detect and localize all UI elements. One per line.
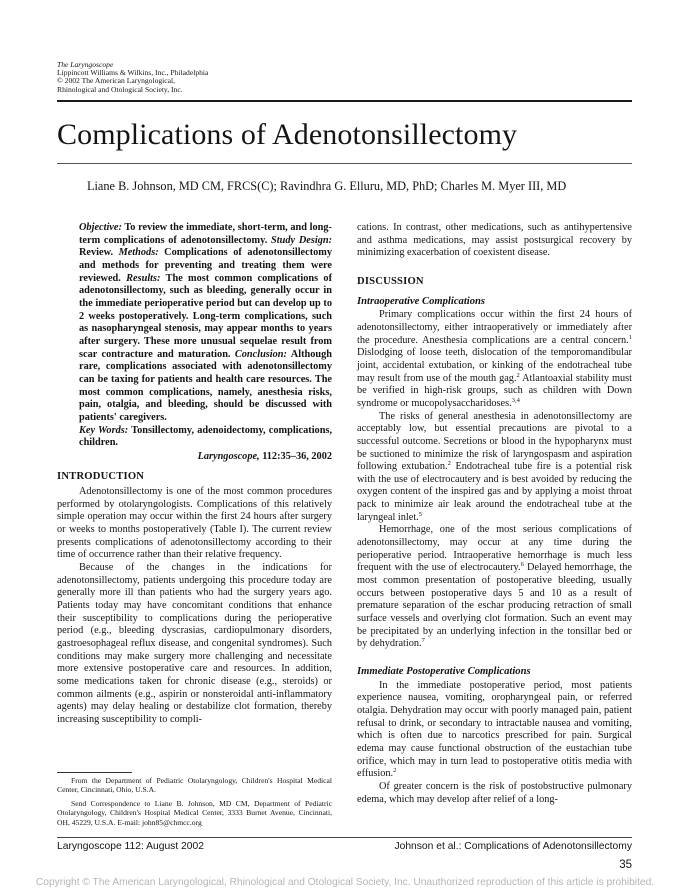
introduction-paragraph-1: Adenotonsillectomy is one of the most common procedures performed by otolaryngologists. Complications of this relatively simple operation may occur within the first 24 hours after surgery or weeks to months postoperatively (Table I). The current review presents complications of adenotonsillectomy according to their time of occurrence rather than their relative frequency. [57, 486, 332, 561]
citation-ref: 112:35–36, 2002 [262, 450, 332, 462]
footnote-correspondence: Send Correspondence to Liane B. Johnson, MD CM, Department of Pediatric Otolaryngology, Children's Hospital Medical Center, 3333 Burnet Avenue, Cincinnati, OH, 45229, U.S.A. E-mail: john85@chmcc.org [57, 798, 332, 827]
abstract-conclusion: Although rare, complications associated with adenotonsillectomy can be taxing for patients and health care resources. The most common complications, namely, anesthesia risks, pain, otalgia, and bleeding, should be discussed with patients' caregivers. [79, 348, 332, 423]
abstract [79, 222, 332, 450]
intraoperative-paragraph-3: Hemorrhage, one of the most serious complications of adenotonsillectomy, may occur at any time during the perioperative period. Intraoperative hemorrhage is much less frequent with the use of electrocautery.$^6$ Delayed hemorrhage, the most common presentation of postoperative bleeding, usually occurs between postoperative days 5 and 10 as a result of premature separation of the eschar producing retraction of small surface vessels and overlying clot formation. Such an event may be precipitated by an underlying infection in the tonsillar bed or by dehydration.$^7$ [357, 524, 633, 650]
abstract-keywords-label: Key Words: [79, 424, 129, 436]
abstract-methods-label: Methods: [118, 247, 159, 259]
continued-paragraph: cations. In contrast, other medications, such as antihypertensive and asthma medications, may assist postsurgical recovery by minimizing exacerbation of coexistent disease. [357, 222, 632, 259]
abstract-conclusion-label: Conclusion: [234, 348, 287, 360]
introduction-paragraph-2: Because of the changes in the indications for adenotonsillectomy, patients undergoing this procedure today are generally more ill than patients who had the surgery years ago. Patients today may have concomitant conditions that enhance their susceptibility to complications during the perioperative period (e.g., bleeding dyscrasias, cardiopulmonary disorders, gastroesophageal reflux disease, and congenital syndromes). Such conditions may make surgery more challenging and necessitate more extensive postoperative care and resources. In addition, some medications taken for chronic disease (e.g., steroids) or common ailments (e.g., aspirin or nonsteroidal anti-inflammatory agents) may delay healing or destabilize clot formation, thereby increasing susceptibility to compli- [57, 562, 332, 725]
title-rule [57, 163, 632, 164]
footer-running-title: Johnson et al.: Complications of Adenotonsillectomy [394, 841, 632, 852]
right-column [357, 222, 632, 806]
abstract-results: The most common complications of adenotonsillectomy, such as bleeding, generally occur in the immediate perioperative period but can develop up to 2 weeks postoperatively. Long-term complications, such as nasopharyngeal stenosis, may appear months to years after surgery. These more unusual sequelae result from scar contracture and maturation. [79, 272, 333, 360]
intraoperative-paragraph-2: The risks of general anesthesia in adenotonsillectomy are acceptably low, but essential precautions are pivotal to a successful outcome. Secretions or blood in the hypopharynx must be suctioned to minimize the risk of laryngospasm and aspiration following extubation.$^2$ Endotracheal tube fire is a potential risk with the use of electrocautery and is best avoided by reducing the oxygen content of the inspired gas and by applying a moist throat pack to minimize air leak around the endotracheal tube at the laryngeal inlet.$^5$ [357, 410, 633, 523]
header-rule [57, 100, 632, 102]
journal-publisher: Lippincott Williams & Wilkins, Inc., Philadelphia [57, 68, 209, 78]
reference-3-4: 3,4 [511, 396, 520, 404]
abstract-results-label: Results: [126, 272, 161, 284]
abstract-keywords: Tonsillectomy, adenoidectomy, complications, children. [79, 424, 333, 449]
reference-7: 7 [421, 637, 425, 645]
footer-rule [57, 837, 632, 838]
immediate-postoperative-heading: Immediate Postoperative Complications [357, 666, 531, 677]
reference-2b: 2 [447, 460, 451, 468]
reference-6: 6 [520, 561, 524, 569]
copyright-watermark: Copyright © The American Laryngological, Rhinological and Otological Society, Inc. Unauthorized reproduction of this article is prohibited. [35, 877, 655, 888]
author-list: Liane B. Johnson, MD CM, FRCS(C); Ravindhra G. Elluru, MD, PhD; Charles M. Myer III, MD [87, 179, 567, 193]
reference-2c: 2 [393, 767, 397, 775]
reference-5: 5 [418, 510, 423, 518]
abstract-objective: To review the immediate, short-term, and long-term complications of adenotonsillectomy. [79, 222, 332, 246]
immediate-paragraph-1: In the immediate postoperative period, most patients experience nausea, vomiting, oropharyngeal pain, or referred otalgia. Dehydration may occur with poorly managed pain, patient refusal to drink, or secondary to intractable nausea and vomiting, which is often due to narcotics prescribed for pain. Surgical edema may cause functional obstruction of the eustachian tube orifice, which may in turn lead to postoperative otitis media with effusion.$^2$ [357, 679, 632, 780]
reference-1: 1 [628, 333, 632, 341]
footnote-rule [57, 772, 132, 773]
intraoperative-heading: Intraoperative Complications [357, 295, 486, 307]
abstract-objective-label: Objective: [79, 222, 122, 233]
introduction-heading: INTRODUCTION [57, 471, 145, 483]
article-title: Complications of Adenotonsillectomy [57, 118, 518, 151]
intraoperative-paragraph-1: Primary complications occur within the first 24 hours of adenotonsillectomy, either intraoperatively or immediately after the procedure. Anesthesia complications are a central concern.$^1$ Dislodging of loose teeth, dislocation of the temporomandibular joint, accidental extubation, or kinking of the endotracheal tube may result from use of the mouth gag.$^2$ Atlantoaxial stability must be verified in high-risk groups, such as children with Down syndrome or mucopolysaccharidoses.$^{3,4}$ [357, 309, 632, 409]
page-number: 35 [619, 859, 632, 871]
immediate-paragraph-2: Of greater concern is the risk of postobstructive pulmonary edema, which may develop after relief of a long- [357, 780, 632, 805]
footer-journal-issue: Laryngoscope 112: August 2002 [57, 841, 204, 852]
abstract-methods: Complications of adenotonsillectomy and methods for preventing and treating them were reviewed. [79, 247, 332, 284]
footnotes [57, 776, 332, 831]
left-column [57, 222, 332, 727]
reference-2: 2 [516, 371, 520, 379]
journal-copyright-line1: © 2002 The American Laryngological, [57, 76, 176, 86]
footnote-affiliation: From the Department of Pediatric Otolaryngology, Children's Hospital Medical Center, Cincinnati, Ohio, U.S.A. [57, 776, 332, 795]
abstract-design: Review. [79, 247, 114, 259]
discussion-heading: DISCUSSION [357, 275, 424, 287]
abstract-design-label: Study Design: [271, 234, 332, 246]
journal-name: The Laryngoscope [57, 60, 114, 69]
citation-journal: Laryngoscope, [197, 450, 260, 462]
journal-meta [57, 61, 208, 94]
journal-copyright-line2: Rhinological and Otological Society, Inc. [57, 84, 183, 94]
citation [57, 451, 332, 464]
